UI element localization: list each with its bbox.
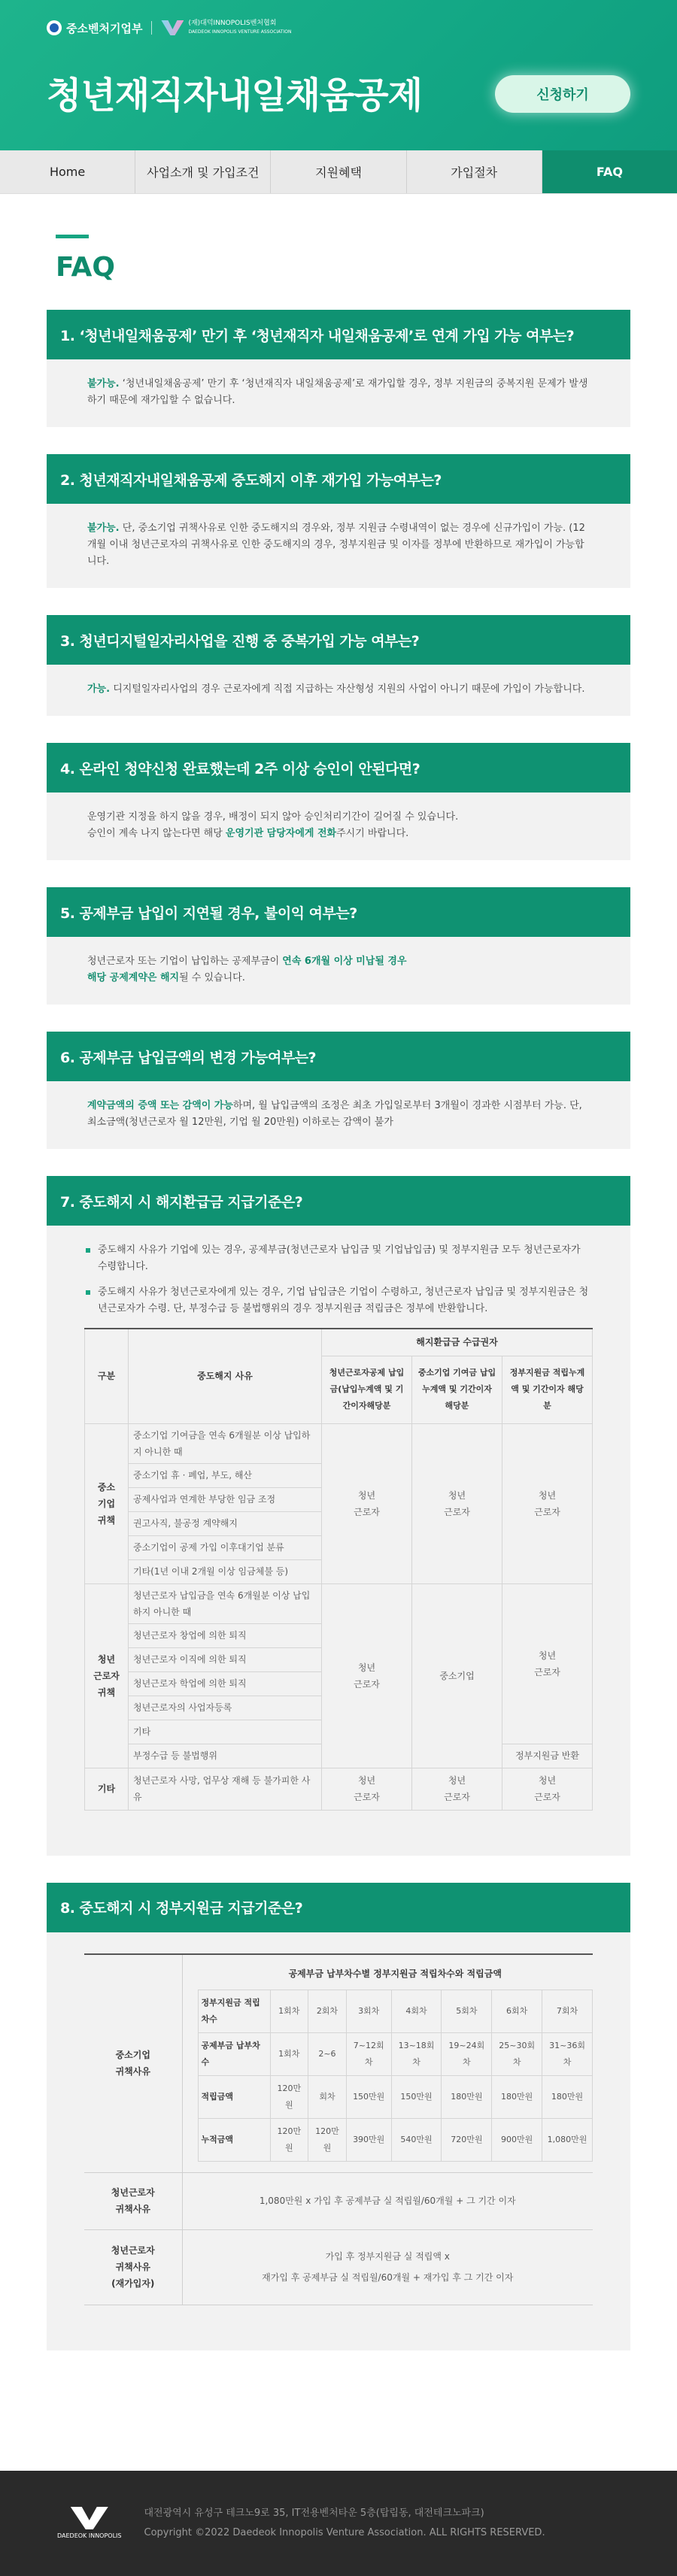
title-accent-bar (56, 235, 89, 238)
bullet-item: 중도해지 사유가 기업에 있는 경우, 공제부금(청년근로자 납입금 및 기업납입금) 및 정부지원금 모두 청년근로자가 수령합니다. (84, 1242, 593, 1275)
schedule-cell: 1회차 (270, 2032, 308, 2075)
faq-question: 5. 공제부금 납입이 지연될 경우, 불이익 여부는? (47, 887, 630, 937)
recipient-cell: 정부지원금 반환 (502, 1744, 593, 1768)
recipient-cell: 중소기업 (412, 1583, 502, 1768)
header-banner (0, 0, 677, 150)
schedule-cell: 13~18회차 (391, 2032, 442, 2075)
recipient-cell: 청년 근로자 (322, 1423, 412, 1583)
faq-answer (47, 359, 630, 427)
faq-item-8 (47, 1883, 630, 2350)
schedule-cell: 7회차 (542, 1990, 593, 2032)
gov-support-table (84, 1953, 593, 2305)
main-nav (0, 150, 677, 194)
association-mark-icon (161, 20, 184, 35)
reason-cell: 중소기업이 공제 가입 이후대기업 분류 (129, 1535, 322, 1559)
schedule-cell: 900만원 (492, 2118, 542, 2161)
schedule-row (198, 2032, 593, 2075)
footer (0, 2471, 677, 2576)
schedule-cell: 4회차 (391, 1990, 442, 2032)
bullet-list (84, 1242, 593, 1317)
reason-cell: 중소기업 기여금을 연속 6개월분 이상 납입하지 아니한 때 (129, 1423, 322, 1463)
ministry-logo[interactable] (47, 20, 142, 36)
footer-logo[interactable] (57, 2507, 122, 2539)
faq-item-7 (47, 1176, 630, 1856)
faq-item-6 (47, 1032, 630, 1149)
answer-text: 될 수 있습니다. (179, 972, 245, 983)
reason-cell: 청년근로자 창업에 의한 퇴직 (129, 1623, 322, 1647)
answer-text: 단, 중소기업 귀책사유로 인한 중도해지의 경우와, 정부 지원금 수령내역이 없는 경우에 신규가입이 가능. (12개월 이내 청년근로자의 귀책사유로 인한 중도해지의 경우, 정부지원금 및 이자를 정부에 반환하므로 재가입이 가능합니다. (87, 523, 585, 567)
schedule-cell: 31~36회차 (542, 2032, 593, 2075)
formula-line: 가입 후 정부지원금 실 적립액 x (325, 2251, 450, 2262)
faq-question: 6. 공제부금 납입금액의 변경 가능여부는? (47, 1032, 630, 1081)
schedule-row (198, 1990, 593, 2032)
schedule-cell: 7~12회차 (346, 2032, 391, 2075)
recipient-cell: 청년 근로자 (412, 1768, 502, 1810)
schedule-cell: 180만원 (542, 2075, 593, 2118)
faq-question: 1. ‘청년내일채움공제’ 만기 후 ‘청년재직자 내일채움공제’로 연계 가입 가능 여부는? (47, 310, 630, 359)
answer-text: 운영기관 지정을 하지 않을 경우, 배정이 되지 않아 승인처리기간이 길어질 수 있습니다. (87, 811, 459, 823)
schedule-cell: 3회차 (346, 1990, 391, 2032)
faq-item-4 (47, 743, 630, 860)
answer-highlight: 연속 6개월 이상 미납될 경우 (282, 956, 407, 967)
formula-cell: 1,080만원 x 가입 후 공제부금 실 적립월/60개월 + 그 기간 이자 (182, 2172, 593, 2229)
schedule-cell: 2~6 (308, 2032, 347, 2075)
refund-table (84, 1328, 593, 1811)
schedule-cell: 180만원 (442, 2075, 492, 2118)
bullet-item: 중도해지 사유가 청년근로자에게 있는 경우, 기업 납입금은 기업이 수령하고, 청년근로자 납입금 및 정부지원금은 청년근로자가 수령. 단, 부정수급 등 불법행위의 경우 정부지원금 적립금은 정부에 반환합니다. (84, 1284, 593, 1317)
col-youth-payment: 청년근로자공제 납입금(납입누계액 및 기간이자해당분 (322, 1356, 412, 1423)
recipient-cell: 청년 근로자 (322, 1768, 412, 1810)
answer-highlight: 불가능. (87, 523, 120, 534)
schedule-cell: 25~30회차 (492, 2032, 542, 2075)
schedule-cell: 120만원 (270, 2118, 308, 2161)
footer-info (144, 2504, 545, 2543)
reason-cell: 중소기업 휴 · 폐업, 부도, 해산 (129, 1463, 322, 1487)
faq-answer (47, 665, 630, 716)
faq-item-5 (47, 887, 630, 1005)
answer-text: 하며, 월 납입금액의 조정은 최초 가입일로부터 3개월이 경과한 시점부터 가능. 단, 최소금액(청년근로자 월 12만원, 기업 월 20만원) 이하로는 감액이 불가 (87, 1100, 582, 1128)
reason-cell: 청년근로자 납입금을 연속 6개월분 이상 납입하지 아니한 때 (129, 1583, 322, 1623)
schedule-cell: 120만원 (308, 2118, 347, 2161)
recipient-cell: 청년 근로자 (412, 1423, 502, 1583)
faq-content (0, 194, 677, 2350)
tab-procedure[interactable]: 가입절차 (407, 150, 542, 193)
schedule-cell: 6회차 (492, 1990, 542, 2032)
answer-line (87, 826, 590, 842)
tab-home[interactable]: Home (0, 150, 135, 193)
schedule-cell: 150만원 (346, 2075, 391, 2118)
answer-text: 승인이 계속 나지 않는다면 해당 (87, 828, 226, 839)
row-head-rejoin: 청년근로자 귀책사유 (재가입자) (84, 2229, 182, 2305)
reason-cell: 기타(1년 이내 2개월 이상 임금체불 등) (129, 1559, 322, 1583)
schedule-cell (182, 1954, 593, 2173)
reason-cell: 공제사업과 연계한 부당한 임금 조정 (129, 1487, 322, 1511)
answer-highlight: 운영기관 담당자에게 전화 (225, 828, 337, 839)
page-title: 청년재직자내일채움공제 (47, 74, 423, 117)
faq-question: 7. 중도해지 시 해지환급금 지급기준은? (47, 1176, 630, 1226)
col-company-contribution: 중소기업 기여금 납입누계액 및 기간이자 해당분 (412, 1356, 502, 1423)
answer-text: 청년근로자 또는 기업이 납입하는 공제부금이 (87, 956, 283, 967)
formula-line: 재가입 후 공제부금 실 적립월/60개월 + 재가입 후 그 기간 이자 (262, 2272, 514, 2283)
answer-highlight: 해당 공제계약은 해지 (87, 972, 180, 983)
schedule-cell: 150만원 (391, 2075, 442, 2118)
schedule-cell: 540만원 (391, 2118, 442, 2161)
logo-divider (151, 21, 152, 35)
answer-highlight: 불가능. (87, 378, 120, 389)
logos (47, 20, 291, 36)
association-logo[interactable] (161, 20, 291, 36)
tab-intro[interactable]: 사업소개 및 가입조건 (135, 150, 271, 193)
schedule-cell: 180만원 (492, 2075, 542, 2118)
row-head-company-fault: 중소기업 귀책사유 (84, 1954, 182, 2173)
schedule-cell: 720만원 (442, 2118, 492, 2161)
reason-cell: 권고사직, 불공정 계약해지 (129, 1511, 322, 1535)
schedule-table (198, 1990, 594, 2162)
schedule-cell: 120만원 (270, 2075, 308, 2118)
schedule-cell: 1,080만원 (542, 2118, 593, 2161)
recipient-cell: 청년 근로자 (322, 1583, 412, 1768)
faq-answer (47, 504, 630, 588)
faq-answer (47, 937, 630, 1005)
recipient-cell: 청년 근로자 (502, 1423, 593, 1583)
tab-benefits[interactable]: 지원혜택 (271, 150, 406, 193)
schedule-row-label: 공제부금 납부차수 (198, 2032, 270, 2075)
reason-cell: 청년근로자 이직에 의한 퇴직 (129, 1647, 322, 1671)
footer-copyright: Copyright ©2022 Daedeok Innopolis Venture Association. ALL RIGHTS RESERVED. (144, 2526, 545, 2538)
footer-logo-text: DAEDEOK INNOPOLIS (57, 2532, 122, 2539)
tab-faq[interactable]: FAQ (542, 150, 677, 193)
faq-answer (47, 1932, 630, 2350)
association-name: (재)대덕INNOPOLIS벤처협회 (188, 20, 277, 27)
ministry-emblem-icon (47, 20, 62, 35)
row-head-youth-fault: 청년근로자 귀책사유 (84, 2172, 182, 2229)
schedule-cell: 2회차 (308, 1990, 347, 2032)
faq-question: 4. 온라인 청약신청 완료했는데 2주 이상 승인이 안된다면? (47, 743, 630, 792)
apply-button[interactable]: 신청하기 (495, 75, 630, 113)
col-reason: 중도해지 사유 (129, 1329, 322, 1423)
faq-question: 8. 중도해지 시 정부지원금 지급기준은? (47, 1883, 630, 1932)
faq-item-3 (47, 615, 630, 716)
col-recipient: 해지환급금 수급권자 (322, 1329, 593, 1356)
reason-cell: 청년근로자의 사업자등록 (129, 1696, 322, 1720)
faq-section-title: FAQ (56, 252, 115, 283)
answer-highlight: 가능. (87, 683, 111, 695)
schedule-cell: 19~24회차 (442, 2032, 492, 2075)
reason-cell: 기타 (129, 1720, 322, 1744)
reason-cell: 청년근로자 학업에 의한 퇴직 (129, 1671, 322, 1696)
answer-line (87, 970, 590, 986)
group-other: 기타 (85, 1768, 129, 1810)
schedule-row-label: 누적금액 (198, 2118, 270, 2161)
faq-answer (47, 792, 630, 860)
faq-answer (47, 1081, 630, 1149)
faq-question: 3. 청년디지털일자리사업을 진행 중 중복가입 가능 여부는? (47, 615, 630, 665)
answer-highlight: 계약금액의 증액 또는 감액이 가능 (87, 1100, 233, 1111)
group-company-fault: 중소 기업 귀책 (85, 1423, 129, 1583)
col-gov-support: 정부지원금 적립누계액 및 기간이자 해당분 (502, 1356, 593, 1423)
schedule-cell: 1회차 (270, 1990, 308, 2032)
schedule-title: 공제부금 납부차수별 정부지원금 적립차수와 적립금액 (288, 1968, 502, 1979)
faq-item-1 (47, 310, 630, 427)
schedule-row (198, 2075, 593, 2118)
faq-item-2 (47, 454, 630, 588)
ministry-name: 중소벤처기업부 (66, 21, 143, 35)
recipient-cell: 청년 근로자 (502, 1768, 593, 1810)
reason-cell: 부정수급 등 불법행위 (129, 1744, 322, 1768)
formula-cell (182, 2229, 593, 2305)
answer-line (87, 953, 590, 970)
group-youth-fault: 청년 근로자 귀책 (85, 1583, 129, 1768)
schedule-row-label: 적립금액 (198, 2075, 270, 2118)
answer-text: ‘청년내일채움공제’ 만기 후 ‘청년재직자 내일채움공제’로 재가입할 경우, 정부 지원금의 중복지원 문제가 발생하기 때문에 재가입할 수 없습니다. (87, 378, 588, 406)
faq-header (47, 194, 630, 283)
recipient-cell: 청년 근로자 (502, 1583, 593, 1744)
association-mark-icon (71, 2507, 108, 2529)
schedule-cell: 5회차 (442, 1990, 492, 2032)
faq-question: 2. 청년재직자내일채움공제 중도해지 이후 재가입 가능여부는? (47, 454, 630, 504)
schedule-row-label: 정부지원금 적립차수 (198, 1990, 270, 2032)
schedule-row (198, 2118, 593, 2161)
schedule-cell: 390만원 (346, 2118, 391, 2161)
faq-answer (47, 1226, 630, 1856)
association-name-en: DAEDEOK INNOPOLIS VENTURE ASSOCIATION (188, 29, 292, 35)
answer-text: 디지털일자리사업의 경우 근로자에게 직접 지급하는 자산형성 지원의 사업이 아니기 때문에 가입이 가능합니다. (110, 683, 585, 695)
reason-cell: 청년근로자 사망, 업무상 재해 등 불가피한 사유 (129, 1768, 322, 1810)
col-category: 구분 (85, 1329, 129, 1423)
footer-address: 대전광역시 유성구 테크노9로 35, IT전용벤처타운 5층(탑립동, 대전테크노파크) (144, 2507, 484, 2519)
schedule-cell: 회차 (308, 2075, 347, 2118)
answer-text: 주시기 바랍니다. (336, 828, 409, 839)
